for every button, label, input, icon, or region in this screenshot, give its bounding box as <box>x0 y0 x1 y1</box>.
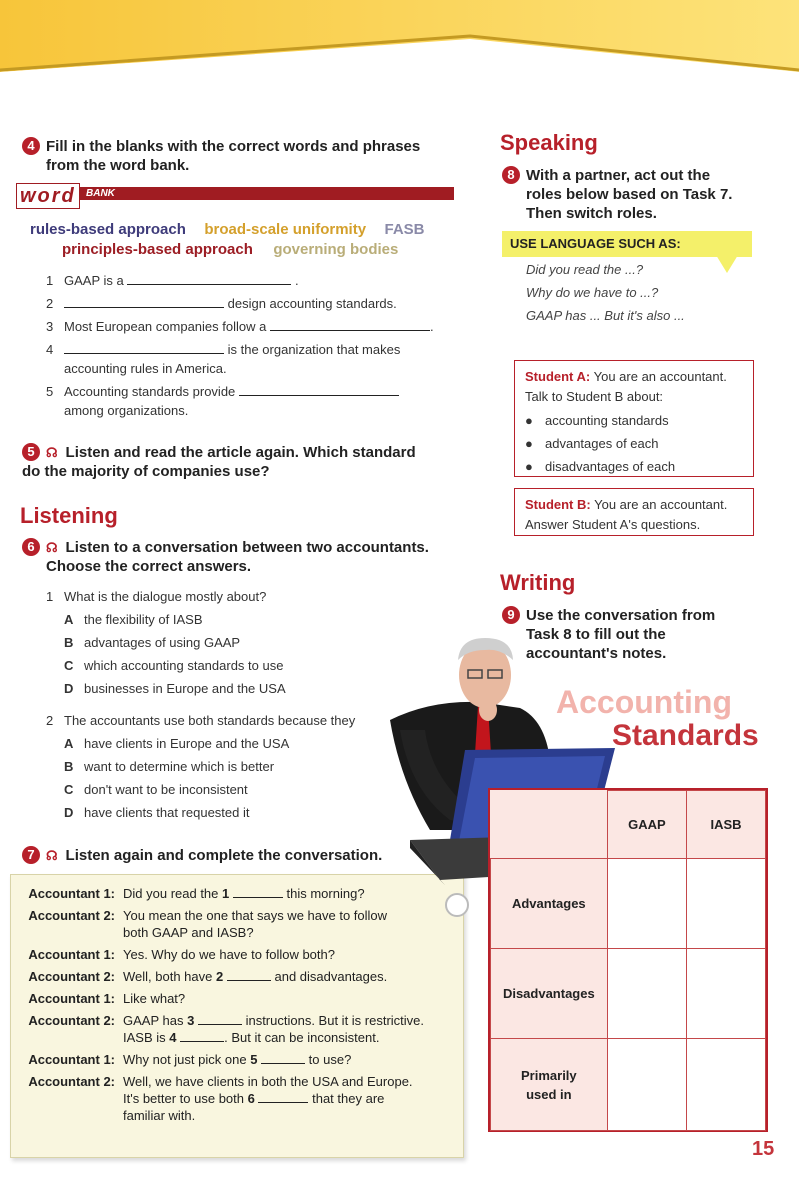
option-item[interactable]: C which accounting standards to use <box>64 658 284 673</box>
task-number: 7 <box>22 846 40 864</box>
conversation-line: Accountant 2: GAAP has 3 instructions. But it is restrictive. IASB is 4 . But it can be inconsistent. <box>28 1013 425 1045</box>
conversation-line: Accountant 1: Like what? <box>28 991 186 1006</box>
list-item: 4 is the organization that makes accounting rules in America. <box>46 342 401 376</box>
task8-instruction: 8 With a partner, act out the roles below based on Task 7. Then switch roles. <box>502 166 772 223</box>
bullet-item: ● disadvantages of each <box>525 459 676 474</box>
task-number: 4 <box>22 137 40 155</box>
word-bank-word: governing bodies <box>273 241 399 258</box>
task6-instruction: 6 ☊ Listen to a conversation between two accountants. Choose the correct answers. <box>22 538 472 576</box>
answer-blank[interactable] <box>270 318 430 331</box>
option-item[interactable]: B advantages of using GAAP <box>64 635 241 650</box>
option-item[interactable]: A the flexibility of IASB <box>64 612 203 627</box>
notes-title-line1: Accounting <box>556 684 732 720</box>
option-item[interactable]: D have clients that requested it <box>64 805 250 820</box>
task-number: 9 <box>502 606 520 624</box>
answer-blank[interactable] <box>198 1012 242 1025</box>
word-bank-bar: BANK <box>76 187 454 200</box>
conversation-line: Accountant 2: Well, we have clients in both the USA and Europe. It's better to use both 6 that they are familiar with. <box>28 1074 413 1123</box>
answer-blank[interactable] <box>239 383 399 396</box>
option-item[interactable]: A have clients in Europe and the USA <box>64 736 290 751</box>
question-2: 2 The accountants use both standards because they A have clients in Europe and the USA B want to determine which is better C don't want to be inconsistent D have clients that requested it <box>46 709 446 824</box>
phrase-list <box>526 258 685 327</box>
listening-heading: Listening <box>20 503 118 528</box>
option-item[interactable]: D businesses in Europe and the USA <box>64 681 286 696</box>
option-item[interactable]: B want to determine which is better <box>64 759 275 774</box>
headphones-icon: ☊ <box>46 848 58 863</box>
phrase-item: Did you read the ...? <box>526 262 644 277</box>
notes-title-line2: Standards <box>612 719 759 752</box>
notes-cell[interactable] <box>607 859 686 949</box>
conversation-table <box>11 883 451 1127</box>
list-item: 5 Accounting standards provide among organizations. <box>46 382 466 420</box>
word-bank-words <box>30 220 460 260</box>
phrase-item: Why do we have to ...? <box>526 285 659 300</box>
grid-corner-cell <box>491 791 608 859</box>
answer-blank[interactable] <box>64 341 224 354</box>
notes-cell[interactable] <box>687 949 766 1039</box>
phrase-item: GAAP has ... But it's also ... <box>526 308 685 323</box>
answer-blank[interactable] <box>258 1090 308 1103</box>
task7-instruction: 7 ☊ Listen again and complete the conversation. <box>22 846 472 865</box>
bullet-item: ● advantages of each <box>525 436 659 451</box>
use-language-header: USE LANGUAGE SUCH AS: <box>502 231 752 257</box>
conversation-line: Accountant 2: Well, both have 2 and disadvantages. <box>28 969 388 984</box>
student-b-card: Student B: You are an accountant. Answer Student A's questions. <box>514 488 754 536</box>
answer-blank[interactable] <box>64 295 224 308</box>
page-number: 15 <box>752 1138 775 1160</box>
answer-blank[interactable] <box>261 1051 305 1064</box>
notes-cell[interactable] <box>687 1039 766 1131</box>
list-item: 2 design accounting standards. <box>46 296 397 311</box>
row-header: Advantages <box>491 859 608 949</box>
bullet-item: ● accounting standards <box>525 413 669 428</box>
task5-instruction: 5 ☊ Listen and read the article again. Which standard do the majority of companies use? <box>22 444 416 480</box>
word-bank-header <box>16 183 454 213</box>
word-bank-logo: word <box>16 183 84 209</box>
question-1: 1 What is the dialogue mostly about? A the flexibility of IASB B advantages of using GAAP C which accounting standards to use D businesses in Europe and the USA <box>46 585 446 700</box>
speaking-heading: Speaking <box>500 130 598 155</box>
row-header: Primarily used in <box>491 1039 608 1131</box>
column-header: IASB <box>687 791 766 859</box>
answer-blank[interactable] <box>233 885 283 898</box>
notes-cell[interactable] <box>607 1039 686 1131</box>
conversation-line: Accountant 1: Why not just pick one 5 to use? <box>28 1052 352 1067</box>
notes-table <box>490 790 766 1131</box>
notes-cell[interactable] <box>607 949 686 1039</box>
task4-instruction: 4 Fill in the blanks with the correct words and phrases from the word bank. <box>22 137 462 175</box>
conversation-line: Accountant 1: Yes. Why do we have to follow both? <box>28 947 335 962</box>
conversation-line: Accountant 1: Did you read the 1 this morning? <box>28 886 365 901</box>
answer-blank[interactable] <box>227 968 271 981</box>
column-header: GAAP <box>607 791 686 859</box>
list-item: 3 Most European companies follow a . <box>46 319 434 334</box>
top-banner <box>0 0 799 80</box>
answer-blank[interactable] <box>127 272 291 285</box>
word-bank-word: principles-based approach <box>62 241 253 258</box>
writing-heading: Writing <box>500 570 576 595</box>
paperclip-hole-icon <box>445 893 469 917</box>
task-number: 6 <box>22 538 40 556</box>
conversation-card <box>10 874 464 1158</box>
conversation-line: Accountant 2: You mean the one that says we have to follow both GAAP and IASB? <box>28 908 388 940</box>
task-number: 5 <box>22 443 40 461</box>
task-number: 8 <box>502 166 520 184</box>
row-header: Disadvantages <box>491 949 608 1039</box>
speech-pointer-icon <box>716 255 738 273</box>
headphones-icon: ☊ <box>46 445 58 460</box>
list-item: 1 GAAP is a . <box>46 273 299 288</box>
answer-blank[interactable] <box>180 1029 224 1042</box>
option-item[interactable]: C don't want to be inconsistent <box>64 782 248 797</box>
student-a-card: Student A: You are an accountant. Talk to Student B about: ● accounting standards ● advantages of each ● disadvantages of each <box>514 360 754 477</box>
notes-cell[interactable] <box>687 859 766 949</box>
word-bank-word: rules-based approach <box>30 221 186 238</box>
word-bank-word: FASB <box>384 221 425 238</box>
notes-grid <box>488 788 768 1132</box>
headphones-icon: ☊ <box>46 540 58 555</box>
task9-instruction: 9 Use the conversation from Task 8 to fill out the accountant's notes. <box>502 606 772 663</box>
task4-items <box>46 269 466 420</box>
word-bank-word: broad-scale uniformity <box>204 221 367 238</box>
